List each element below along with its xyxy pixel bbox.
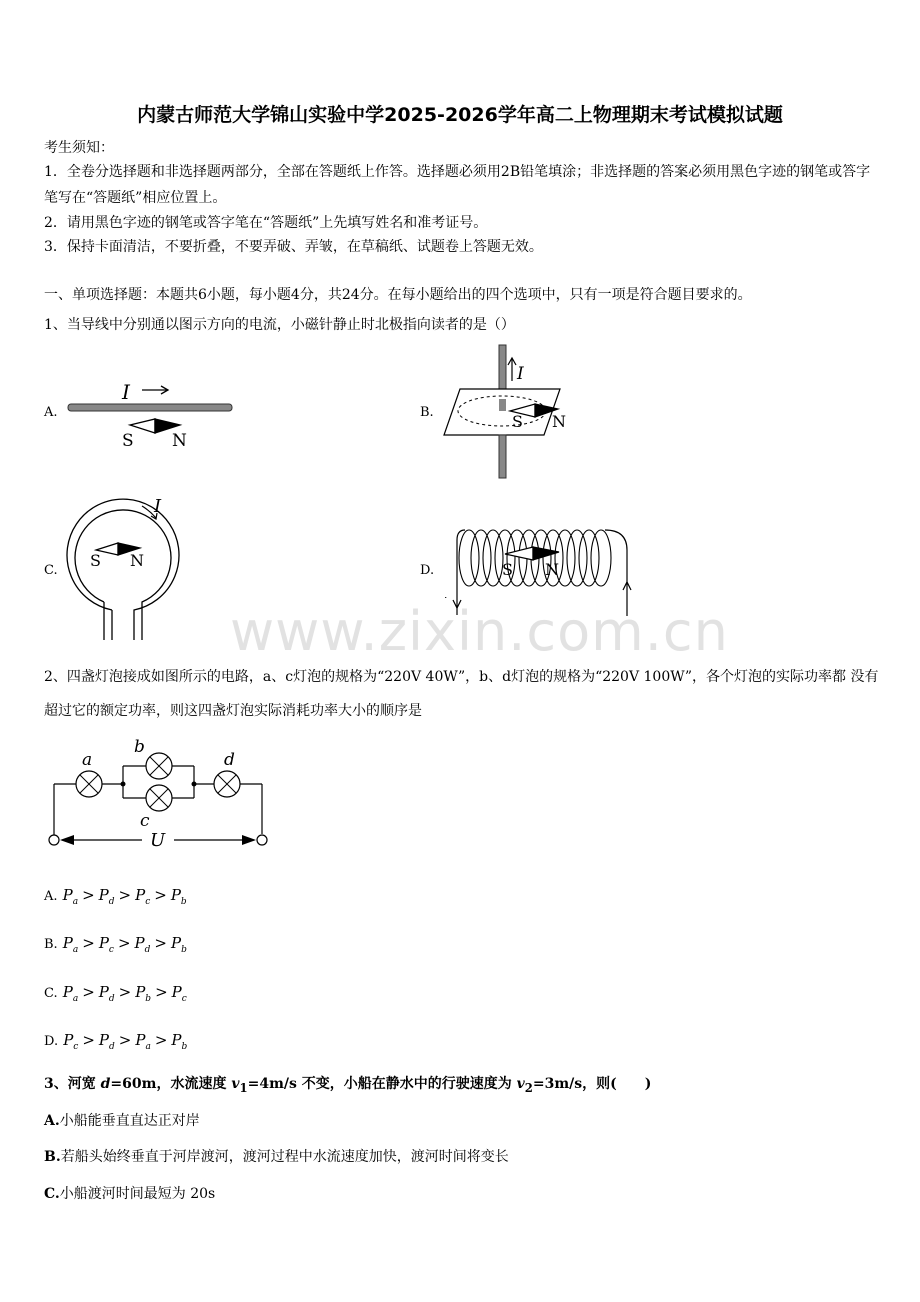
lamp-c-label: c: [140, 811, 150, 831]
q1-option-d-label: D.: [420, 563, 435, 578]
watermark: www.zixin.com.cn: [230, 600, 729, 663]
lamp-b-label: b: [134, 737, 145, 757]
voltage-label: U: [150, 830, 166, 851]
option-label: C.: [44, 986, 58, 1001]
terminal-right: [257, 835, 267, 845]
south-label: S: [502, 560, 513, 579]
lamp-a-label: a: [82, 750, 93, 770]
page-title: 内蒙古师范大学锦山实验中学2025-2026学年高二上物理期末考试模拟试题: [137, 104, 783, 126]
figure-b-vertical-wire: [440, 343, 580, 481]
figure-c-circular-loop: [58, 494, 188, 642]
formula: $P_a > P_d > P_b > P_c$: [62, 983, 187, 1004]
compass-needle-south-half: [130, 419, 155, 433]
south-label: S: [512, 412, 523, 431]
notice-heading: 考生须知：: [44, 140, 114, 156]
current-label: I: [122, 380, 130, 404]
question-2-stem: 2、四盏灯泡接成如图所示的电路，a、c灯泡的规格为“220V 40W”，b、d灯泡的规格为“220V 100W”，各个灯泡的实际功率都 没有超过它的额定功率，则这四盏灯泡实际消耗功率大小的顺序是: [44, 669, 879, 719]
formula: $P_a > P_c > P_d > P_b$: [62, 934, 187, 955]
north-label: N: [552, 412, 566, 431]
figure-a-straight-wire: [60, 375, 250, 455]
circuit-diagram: [44, 734, 274, 854]
south-label: S: [122, 431, 134, 451]
formula: $P_a > P_d > P_c > P_b$: [62, 886, 187, 907]
notice-item-2: 2．请用黑色字迹的钢笔或答字笔在“答题纸”上先填写姓名和准考证号。: [44, 215, 488, 231]
current-label: I: [154, 496, 162, 517]
section-heading: 一、单项选择题：本题共6小题，每小题4分，共24分。在每小题给出的四个选项中，只有一项是符合题目要求的。: [44, 287, 752, 303]
lamp-d-label: d: [224, 750, 235, 770]
notice-item-3: 3．保持卡面清洁，不要折叠，不要弄破、弄皱，在草稿纸、试题卷上答题无效。: [44, 239, 543, 255]
option-label: A.: [44, 889, 58, 904]
terminal-left: [49, 835, 59, 845]
option-label: B.: [44, 937, 58, 952]
q1-option-a-label: A.: [44, 405, 58, 420]
q3-option-b: B.若船头始终垂直于河岸渡河，渡河过程中水流速度加快，渡河时间将变长: [44, 1149, 509, 1165]
option-label: D.: [44, 1034, 59, 1049]
q1-option-c-label: C.: [44, 563, 58, 578]
north-label: N: [545, 560, 559, 579]
south-label: S: [90, 551, 101, 570]
q2-option-b: [44, 933, 187, 955]
question-3-stem: 3、河宽 d=60m，水流速度 $v_1=4m/s$ 不变，小船在静水中的行驶速度为 $v_2=3m/s$，则( ): [44, 1076, 652, 1095]
north-label: N: [172, 431, 187, 451]
q2-option-a: [44, 885, 187, 907]
q3-option-a: A.小船能垂直直达正对岸: [44, 1113, 200, 1129]
current-label: I: [517, 364, 524, 384]
q3-option-c: C.小船渡河时间最短为 20s: [44, 1186, 216, 1202]
q2-option-d: [44, 1030, 187, 1052]
q1-option-b-label: B.: [420, 405, 434, 420]
notice-item-1: 1．全卷分选择题和非选择题两部分，全部在答题纸上作答。选择题必须用2B铅笔填涂；非选择题的答案必须用黑色字迹的钢笔或答字笔写在“答题纸”相应位置上。: [44, 164, 871, 206]
q2-option-c: [44, 982, 187, 1004]
north-label: N: [130, 551, 144, 570]
question-1-stem: 1、当导线中分别通以图示方向的电流，小磁针静止时北极指向读者的是（）: [44, 317, 515, 333]
formula: $P_c > P_d > P_a > P_b$: [63, 1031, 188, 1052]
